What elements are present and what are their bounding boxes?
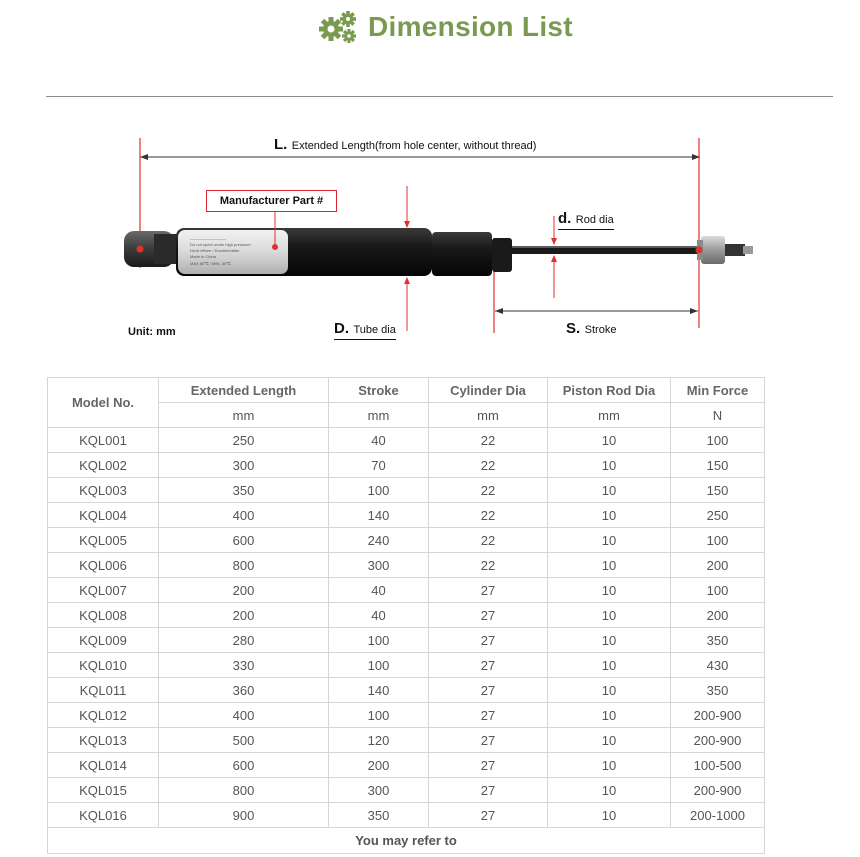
model-cell: KQL002 <box>48 453 159 478</box>
table-row <box>48 528 765 553</box>
unit-cell: N <box>671 403 765 428</box>
cylinder-dia-cell: 27 <box>429 653 548 678</box>
stroke-cell: 40 <box>329 603 429 628</box>
stroke-cell: 70 <box>329 453 429 478</box>
col-header-min-force: Min Force <box>671 378 765 403</box>
stroke-cell: 350 <box>329 803 429 828</box>
extended-length-cell: 400 <box>159 703 329 728</box>
cylinder-tube <box>176 211 512 276</box>
extended-length-cell: 200 <box>159 603 329 628</box>
piston-rod-dia-cell: 10 <box>548 678 671 703</box>
cylinder-dia-cell: 22 <box>429 528 548 553</box>
table-row <box>48 778 765 803</box>
model-cell: KQL015 <box>48 778 159 803</box>
model-cell: KQL012 <box>48 703 159 728</box>
stroke-cell: 100 <box>329 628 429 653</box>
stroke-cell: 300 <box>329 778 429 803</box>
unit-cell: mm <box>548 403 671 428</box>
header-divider <box>46 96 833 97</box>
table-row <box>48 453 765 478</box>
title-group <box>318 10 573 44</box>
extended-length-cell: 800 <box>159 553 329 578</box>
cylinder-dia-cell: 22 <box>429 453 548 478</box>
extended-length-cell: 800 <box>159 778 329 803</box>
stroke-label <box>566 320 616 338</box>
extended-length-cell: 900 <box>159 803 329 828</box>
stroke-cell: 120 <box>329 728 429 753</box>
svg-text:—————————: ————————— <box>190 236 226 241</box>
piston-rod-dia-cell: 10 <box>548 428 671 453</box>
piston-rod-dia-cell: 10 <box>548 553 671 578</box>
table-row <box>48 578 765 603</box>
model-cell: KQL009 <box>48 628 159 653</box>
stroke-arrow <box>495 308 698 314</box>
extended-length-cell: 500 <box>159 728 329 753</box>
table-body <box>48 428 765 828</box>
cylinder-dia-cell: 27 <box>429 628 548 653</box>
table-footer-row <box>48 828 765 854</box>
stroke-cell: 200 <box>329 753 429 778</box>
extended-length-cell: 400 <box>159 503 329 528</box>
cylinder-dia-cell: 22 <box>429 428 548 453</box>
svg-text:MAX 80℃ / MIN -30℃: MAX 80℃ / MIN -30℃ <box>190 261 231 266</box>
stroke-cell: 140 <box>329 503 429 528</box>
stroke-cell: 100 <box>329 653 429 678</box>
svg-text:Do not open/ under high pressu: Do not open/ under high pressure! <box>190 242 251 247</box>
model-cell: KQL016 <box>48 803 159 828</box>
extended-length-cell: 600 <box>159 753 329 778</box>
model-cell: KQL011 <box>48 678 159 703</box>
piston-rod-dia-cell: 10 <box>548 778 671 803</box>
gas-spring-diagram <box>118 128 778 350</box>
extended-length-cell: 600 <box>159 528 329 553</box>
table-row <box>48 553 765 578</box>
svg-text:Made in China: Made in China <box>190 254 216 259</box>
cylinder-dia-cell: 27 <box>429 728 548 753</box>
table-row <box>48 478 765 503</box>
min-force-cell: 350 <box>671 678 765 703</box>
extended-length-cell: 300 <box>159 453 329 478</box>
stroke-text: Stroke <box>584 324 617 336</box>
stroke-cell: 40 <box>329 578 429 603</box>
table-row <box>48 753 765 778</box>
model-cell: KQL003 <box>48 478 159 503</box>
col-header-model: Model No. <box>48 378 159 428</box>
min-force-cell: 350 <box>671 628 765 653</box>
piston-rod-dia-cell: 10 <box>548 478 671 503</box>
min-force-cell: 430 <box>671 653 765 678</box>
svg-text:Nicht öffnen / Druckbehälter: Nicht öffnen / Druckbehälter <box>190 248 240 253</box>
stroke-letter: S. <box>566 320 581 337</box>
page-title: Dimension List <box>368 11 573 42</box>
table-footer-note: You may refer to <box>48 828 765 854</box>
stroke-cell: 300 <box>329 553 429 578</box>
min-force-cell: 200 <box>671 603 765 628</box>
cylinder-dia-cell: 27 <box>429 678 548 703</box>
stroke-cell: 40 <box>329 428 429 453</box>
extended-length-label <box>274 136 536 154</box>
extended-length-cell: 280 <box>159 628 329 653</box>
table-row <box>48 653 765 678</box>
piston-rod-dia-cell: 10 <box>548 603 671 628</box>
unit-cell: mm <box>329 403 429 428</box>
model-cell: KQL004 <box>48 503 159 528</box>
extended-length-cell: 250 <box>159 428 329 453</box>
extended-length-cell: 350 <box>159 478 329 503</box>
rod-dia-arrows <box>551 216 557 298</box>
min-force-cell: 100 <box>671 528 765 553</box>
table-row <box>48 628 765 653</box>
piston-rod <box>512 246 708 254</box>
table-row <box>48 703 765 728</box>
min-force-cell: 200-1000 <box>671 803 765 828</box>
model-cell: KQL005 <box>48 528 159 553</box>
rod-dia-label <box>558 210 614 230</box>
table-row <box>48 728 765 753</box>
cylinder-dia-cell: 27 <box>429 578 548 603</box>
extended-length-letter: L. <box>274 136 288 153</box>
piston-rod-dia-cell: 10 <box>548 753 671 778</box>
min-force-cell: 200-900 <box>671 728 765 753</box>
tube-dia-letter: D. <box>334 320 349 337</box>
unit-label: Unit: mm <box>128 326 176 338</box>
tube-dia-text: Tube dia <box>353 324 396 336</box>
min-force-cell: 100 <box>671 428 765 453</box>
piston-rod-dia-cell: 10 <box>548 453 671 478</box>
piston-rod-dia-cell: 10 <box>548 653 671 678</box>
model-cell: KQL008 <box>48 603 159 628</box>
cylinder-dia-cell: 27 <box>429 753 548 778</box>
model-cell: KQL013 <box>48 728 159 753</box>
col-header-stroke: Stroke <box>329 378 429 403</box>
left-eyelet <box>124 231 184 267</box>
stroke-cell: 140 <box>329 678 429 703</box>
cylinder-dia-cell: 22 <box>429 553 548 578</box>
min-force-cell: 150 <box>671 478 765 503</box>
stroke-cell: 100 <box>329 478 429 503</box>
min-force-cell: 100 <box>671 578 765 603</box>
min-force-cell: 100-500 <box>671 753 765 778</box>
gas-spring-drawing <box>118 128 778 350</box>
model-cell: KQL006 <box>48 553 159 578</box>
dimension-table <box>47 377 765 854</box>
extended-length-cell: 360 <box>159 678 329 703</box>
piston-rod-dia-cell: 10 <box>548 803 671 828</box>
table-header-row <box>48 378 765 403</box>
cylinder-dia-cell: 27 <box>429 778 548 803</box>
unit-cell: mm <box>159 403 329 428</box>
table-row <box>48 603 765 628</box>
unit-cell: mm <box>429 403 548 428</box>
col-header-piston-rod-dia: Piston Rod Dia <box>548 378 671 403</box>
tube-dia-label <box>334 320 396 340</box>
extended-length-text: Extended Length(from hole center, without thread) <box>291 140 537 152</box>
rod-dia-text: Rod dia <box>575 214 614 226</box>
cylinder-dia-cell: 27 <box>429 703 548 728</box>
right-end-fitting <box>696 236 754 264</box>
min-force-cell: 250 <box>671 503 765 528</box>
rod-dia-letter: d. <box>558 210 572 227</box>
manufacturer-part-box: Manufacturer Part # <box>206 190 337 212</box>
cylinder-dia-cell: 27 <box>429 803 548 828</box>
min-force-cell: 200-900 <box>671 703 765 728</box>
piston-rod-dia-cell: 10 <box>548 628 671 653</box>
page-header <box>0 0 860 60</box>
min-force-cell: 200 <box>671 553 765 578</box>
piston-rod-dia-cell: 10 <box>548 578 671 603</box>
model-cell: KQL007 <box>48 578 159 603</box>
cylinder-dia-cell: 22 <box>429 478 548 503</box>
min-force-cell: 150 <box>671 453 765 478</box>
piston-rod-dia-cell: 10 <box>548 728 671 753</box>
cylinder-dia-cell: 22 <box>429 503 548 528</box>
min-force-cell: 200-900 <box>671 778 765 803</box>
col-header-cylinder-dia: Cylinder Dia <box>429 378 548 403</box>
piston-rod-dia-cell: 10 <box>548 703 671 728</box>
col-header-extended-length: Extended Length <box>159 378 329 403</box>
table-row <box>48 503 765 528</box>
extended-length-cell: 330 <box>159 653 329 678</box>
model-cell: KQL010 <box>48 653 159 678</box>
extended-length-cell: 200 <box>159 578 329 603</box>
table-row <box>48 803 765 828</box>
model-cell: KQL014 <box>48 753 159 778</box>
table-row <box>48 678 765 703</box>
stroke-cell: 240 <box>329 528 429 553</box>
cylinder-dia-cell: 27 <box>429 603 548 628</box>
piston-rod-dia-cell: 10 <box>548 528 671 553</box>
extended-length-arrow <box>140 154 700 160</box>
table-row <box>48 428 765 453</box>
stroke-cell: 100 <box>329 703 429 728</box>
piston-rod-dia-cell: 10 <box>548 503 671 528</box>
gears-icon <box>318 10 358 44</box>
model-cell: KQL001 <box>48 428 159 453</box>
